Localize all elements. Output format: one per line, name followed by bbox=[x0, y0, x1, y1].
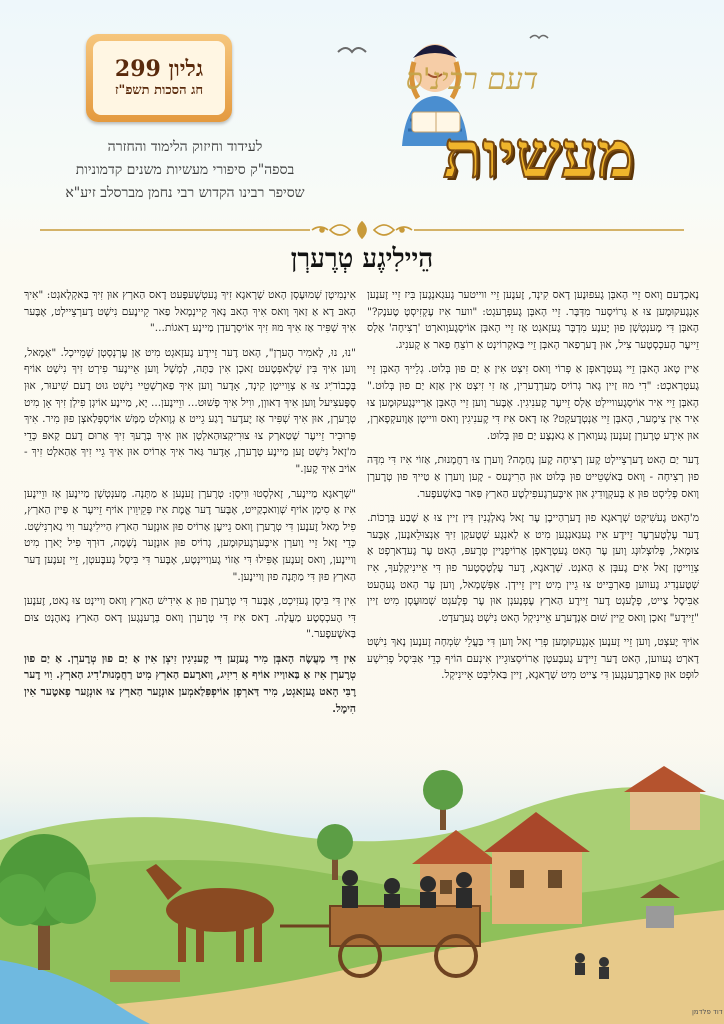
tagline-line: שסיפר רבינו הקדוש רבי נחמן מברסלב זיע"א bbox=[65, 185, 305, 201]
article-paragraph-bold: אִין דִּי מַעֲשֶׂה הָאבְּן מִיר גֶעזֶען דִּי קֶענִיגִין זִיצְן אִין אַ יַם פוּן טְרֶערְן. אַ יַם פוּן טְרֶערְן אִיז אַ בַּאווַייז אוֹיף אַ רִיזִיג, וַוארֶעם הַארְץ מִיט רַחֲמָנוּת'דִיג הַארְץ. וִוי דֶער רֶבִּי הָאט גֶעזָאגְט, מִיר דַּארְפְן אוֹיפְפִּלַאמְען אוּנְזֶער הַארְץ צוּ אוּנְזֶער פָאטֶער אִין הִימֶל. bbox=[24, 652, 356, 715]
article-column-right bbox=[367, 287, 699, 692]
article-paragraph: אַיין טָאג הָאבְּן זֵיי גֶעטְרָאפְן אַ פְּרוֹי וָואס זִיצְט אִין אַ יַם פוּן בְּלוּט. גְלֵייךְ הָאבְּן זֵיי גֶעטְרַאכְט: "דִי מוּז זַיין גָאר גְרוֹיס מֶערְדֶערִין, אַז זִי זִיצְט אִין אַזַא יַם פוּן בְּלוּט." הָאבְּן זֵיי אִיר אוֹיסְגֶעוויילְט אַלְס זֵייעֶר קֶענִיגִין. אָבֶּער וָוען זֵיי הָאבְּן אַרַיינְגֶעקוּמֶען צוּ אִיר אִין צִימֶער, הָאבְּן זֵיי אַנְטְדֶעקְט? אַז דָאס אִיז דִּי קֶענִיגִין וָואס ווייטָן אַוֶועקְפָארְן, אוּן אִירֶע טְרֶערְן זֶענֶען גֶעוָוארְן אַ גַאנְצֶע יַם פוּן בְּלוּט. bbox=[367, 363, 699, 442]
story-title: הֵיילִיגֶע טְרֶערְן bbox=[290, 244, 434, 274]
header-subtitle: דעם רבינ'ס bbox=[405, 62, 539, 97]
article-paragraph: אוֹיךְ יֶעצְט, וָוען זֵיי זֶענֶען אָנְגֶעקוּמֶען פְרִי זָאל וָוען דִּי בַּעֲלֵי שִׂמְחָה זֶענֶען נָאךְ נִישְׁט דָארְט גֶעווען, הָאט דֶער זֵיידֶע גֶעבֶּעטְן אַרוֹיסְצוּגֵיין אִינְעם הוֹיף כְּדֵי אַבִּיסֶל פְרִישְׁע לוּפְט אוּן פַארְבְּרֶענְגֶען דִּי צַייט מִיט שְׁרָאגֶא, זַיין בַּאלִיבְּט אֵיינִיקְל. bbox=[367, 636, 699, 682]
article-paragraph: דֶער יַם הָאט דֶערְצֵיילְט קֶען רְצִיחָה קֶען נָחַמְה? וָוערְן צוּ רַחֲמָנוּת, אַזוֹי אִיז דִּי מִדָּה פוּן רְצִיחָה - וָואס בַּאשְׁטֵייט פוּן בְּלוּט אוּן הַרִיגֶעס - קֶען וָוערְן אַ טַייךְ פוּן טְרֶערְן וָואס פְלִיסְט פוּן אַ בָּעקְוֶודִיגְ אוּן אִיבֶּערְגֶעפִילְטֶע הַארְץ פַּאר בַּאשֶׁעפֶער. bbox=[367, 454, 699, 500]
artist-credit: דוד פלדמן bbox=[692, 1008, 723, 1016]
article-paragraph: מ'הָאט גֶעשִׁיקְט שְׁרָאגֶא פוּן דֶערְהַייבֶן עֶר זָאל גָאלְגָנִין דִּין זַיין צוּ אַ שֶׁבַע בְּרָכוֹת. דֶער עֶלְטֶערְעֶר זֵיידֶע אִיז גֶעגַאנְגֶען מִיט אַ לַאנְגֶע שְׁטֶעקְן זִיךְ אַנְצוּלֵאנֶען, אָבֶּער צוּמָאל, פְּלוּצְלוּנְג וָוען עֶר הָאט גֶעטְרָאפְן אַרוֹיפְגַיין טְרֶעפּ, הָאט עֶר גֶעדַארְפְט אַ צְוֵוייטְן זָאל אִים גֶעבְּן אַ הַאנְט. שְׁרָאגֶא, דֶער עֶלְטֶסְטֶער פוּן דִּי אֵיינִיקְלֶעךְ, אִיז שְׁטֶענְדִיג גֶעווען פַארְבֵּייט צוּ גֵיין מִיט זַיין זֵיידְן. אַפְּשְׁמָאל, וָוען עֶר הָאט גֶעהֶעט אַבִּיסֶל צַייט, פְלֶעגְט דֶער זֵיידֶע הַארְץ עֶפְנֶענְן אוּן עֶר פְלֶעגְט שְׁמוּעֶסְן מִיט זַיין "זֵיידֶע" זַאכְן וָואס קֵיין שׁוּם אַנְדֶערֶע אֵיינִיקְל הָאט נִישְׁט גֶערֶעדְט. bbox=[367, 512, 699, 624]
bridge-icon bbox=[110, 970, 180, 982]
masthead-title: מעשיות bbox=[443, 118, 635, 193]
ornament-divider bbox=[40, 218, 684, 242]
article-paragraph: "שְׁרָאגֶא מַיינֶער, זָאלְסְטוּ ווִיסְן: טְרֶערְן זֶענֶען אַ מַתָּנָה. מֶענְטְשְׁן מַיינֶען אַז ווֵיינֶען אִיז אַ סִימָן אוֹיף שְׁוַואכְקַייט, אָבֶּער דֶער אֱמֶת אִיז פְּקֵיוֵוין אוֹיף זֵייעֶר אַ פַּיין הַארְץ, פִיל מָאל זֶענֶען דִּי טְרֶערְן וָואס גֵייעֶן אַרוֹיס פוּן אוּנְזֶער הַארְץ הַיילִיגֶער וִוי גַארְנִישְׁט. כְּדֵי זָאל זֵיי וָוערְן אִיבֶּערְגֶעקוּמֶען, גְרוֹיס פוּן אוּנְזֶער נְשָׁמָה, דוּרְךְ פִיל יָארְן מִיט וַויינֶען, וָואס זֶענֶען אָפִּילוּ דִּי אַזוֹי גֶעוַויינְטֶע, אָבֶּער דִּי בִּיסֶל גֶעבֶּעטְן, זֵיי זֶענֶען דֶער הַארְץ פוּן דִּי מַתָּנָה פוּן וַויינֶען." bbox=[24, 487, 356, 583]
issue-date: חג הסכות תשפ"ז bbox=[114, 83, 204, 98]
tagline bbox=[10, 136, 360, 205]
article-paragraph: נָאכְדֶעם וָואס זֵיי הָאבְּן גֶעפוּנֶען דָאס קִינְד, זֶענֶען זֵיי ווייטער גֶעגַאנְגֶען בִּיז זֵיי זֶענֶען אָנְגֶעקוּמֶען צוּ אַ גְרוֹיסֶער מִדְּבָּר. זֵיי הָאבְּן גֶעפְרֶעגְט: "ווער אִיז עֶקְזִיסְטְ טֶענֶק?" הָאבְּן דִּי מֶענְטְשְׁן פוּן יֶענֶע מִדְבָּר גֶעזָאגְט אַז זֵיי הָאבְּן אוֹיסְגֶעוָוארְט 'רְצִיחָה' אַלְס זֵייעֶר הֶעכְסְטֶער צִיל, אוּן דֶערְפַאר הָאבְּן זֵיי בַּאקְרוֹינְט אַ רוֹצֵחַ פַאר אַ קֶענִיג. bbox=[367, 289, 699, 351]
issue-badge-inner bbox=[93, 41, 225, 115]
issue-number: גליון 299 bbox=[114, 56, 204, 82]
bird-icon bbox=[530, 36, 548, 39]
issue-badge bbox=[86, 34, 232, 122]
article-paragraph: "נוּ, נוּ, לָאמִיר הֶערְן", הָאט דֶער זֵיידֶע גֶעזָאגְט מִיט אַן עֶרְנְסְטְן שְׁמֵייכְל. "אַמָאל, וָוען אִיךְ בִּין שְׁלָאפְטֶעט זַאכְן אִין כַּתָּה, לְמָשָׁל וָוען אֵיינֶער פִירְט זִיךְ נִישְׁט אוֹיף בְּכָבוֹד'ִיג צוּ אַ צְוֵוייטְן קִינְד, אָדֶער וָוען אִיךְ פַארְשְׁטֵיי נִישְׁט גוּט דֶעם שִׁיעוּר, אוּן סְפֶּעצִיעל וָוען אִיךְ דַאווְן, ווִיל אִיךְ פְשׁוּט... ווֵיינֶען... יָא, מַיינֶע אוֹיגְן פִילְן זִיךְ אָן מִיט טְרֶערְן, אוּן אִיךְ שְׁפִּיר אַז יֶעדֶער רֶגַע גֵייט אַ גְוֶואלְט מַמָּשׁ אוֹיסְפְּלַאצְן פוּן מִיר. אִיךְ פְּרוּבִיר זֵייעֶר שְׁטַארְק צוּ צוּרִיקְצוּהַאלְטְן אוּן אִיךְ בְּרֶעךְ זִיךְ אַרוּם דֶעם קָאפּ כְּדֵי מ'זָאל נִישְׁט זֶען מַיינֶע טְרֶערְן, אָדֶער גַּאר אִיךְ אַרוֹיס אוּן אִיךְ גֵיי זִיךְ אַהַאלְט זִיךְ - אוֹיב אִיךְ קֶען." bbox=[24, 346, 356, 475]
article-paragraph: אִינְמִיטְן שְׁמוּעֶסְן הָאט שְׁרָאגֶא זִיךְ גֶעטְשֶׁעפֶּעט דָאס הַארְץ אוּן זִיךְ בַּאקְלָאגְט: "אִיךְ הָאבּ דָא אַ זַאךְ וָואס אִיךְ הָאבּ נָאךְ קֵיינְמָאל פַאר קֵיינֶעם נִישְׁט דֶערְצֵיילְט, אָבֶּער אִיךְ שְׁפִּיר אַז אִיךְ מוּז זִיךְ אוֹיסְרֶעדְן מַיינֶע דַאגוֹת..." bbox=[24, 289, 356, 335]
tagline-line: לעידוד וחיזוק הלימוד והחזרה bbox=[107, 139, 263, 155]
tagline-line: בספה"ק סיפורי מעשיות משנים קדמוניות bbox=[75, 162, 295, 178]
article-column-left bbox=[24, 287, 356, 725]
article-paragraph: אִין דִּי בִּיסְן גֶעזִיכְט, אָבֶּער דִּי טְרֶערְן פוּן אַ אִידִישׁ הַארְץ וָואס וַויינְט צוּ גָאט, זֶענֶען דִּי הֶעכְסְטֶע מַעֲלָה. דָאס אִיז דִּי טְרֶערְן וָואס בְּרֶענְגֶען דָאס הַארְץ נָאהֶנְט צוּם בַּאשֶׁעפֶער." bbox=[24, 595, 356, 641]
village-wagon-illustration bbox=[0, 730, 724, 1024]
bird-icon bbox=[338, 48, 366, 52]
